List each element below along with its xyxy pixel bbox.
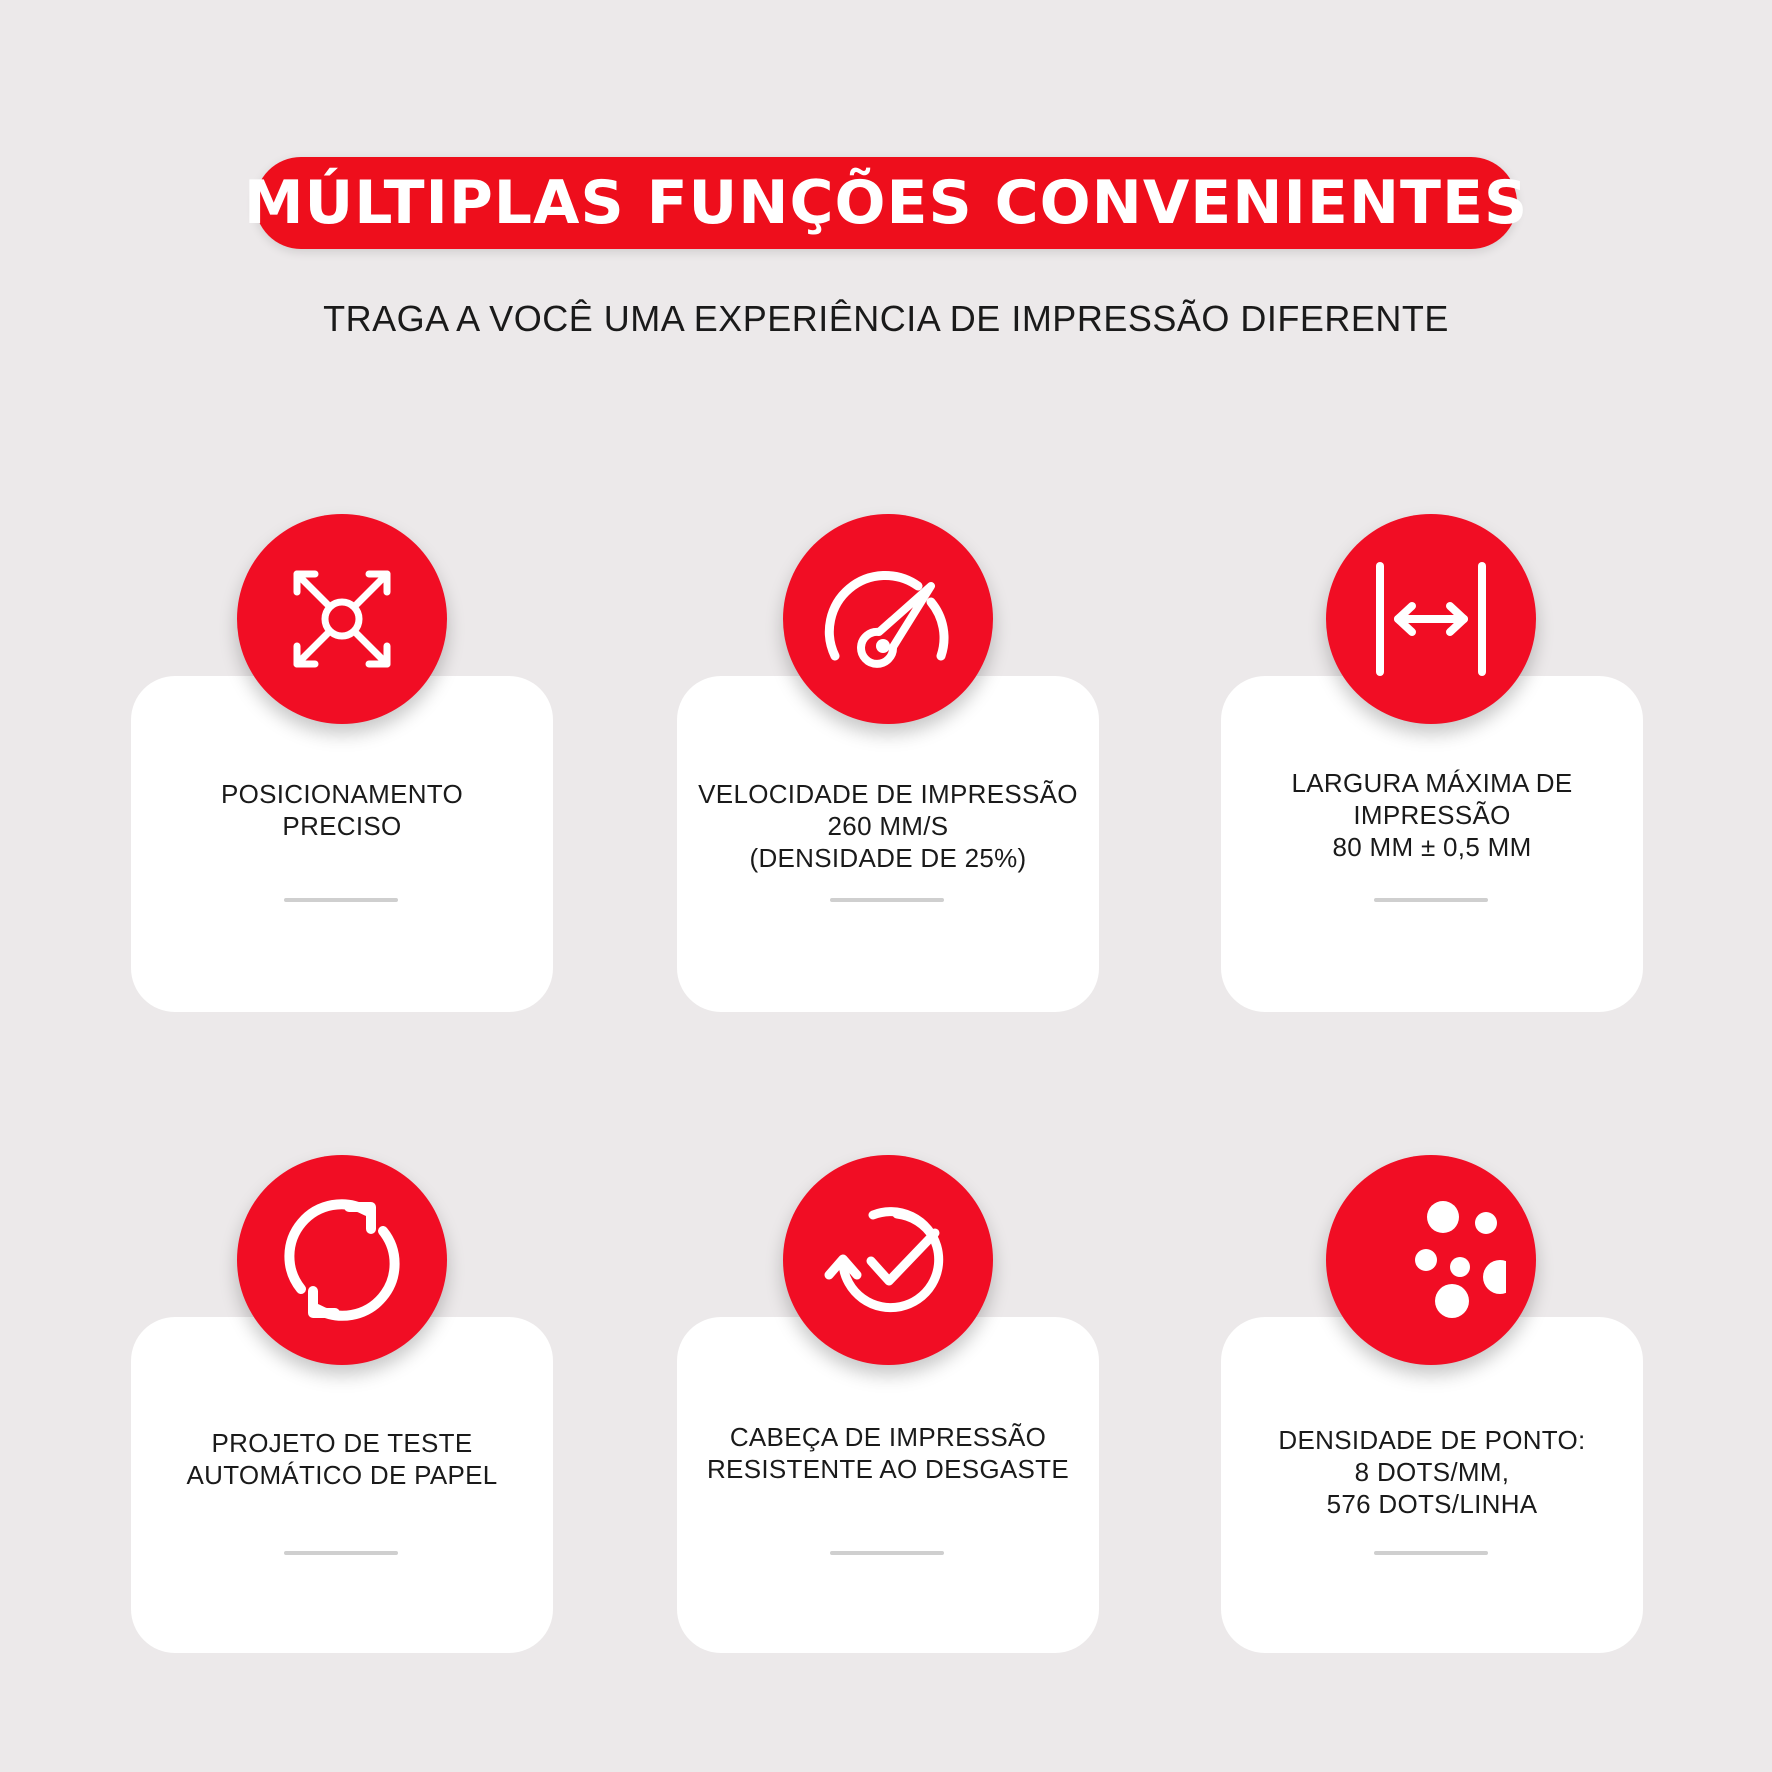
card-divider: [284, 1551, 398, 1555]
feature-card-width: [1221, 676, 1643, 1012]
circular-check-icon: [813, 1185, 963, 1335]
page-title: MÚLTIPLAS FUNÇÕES CONVENIENTES: [243, 168, 1529, 238]
refresh-icon: [267, 1185, 417, 1335]
badge-printhead: [783, 1155, 993, 1365]
width-arrows-icon: [1356, 544, 1506, 694]
feature-text: CABEÇA DE IMPRESSÃO RESISTENTE AO DESGASTE: [706, 1422, 1070, 1484]
badge-width: [1326, 514, 1536, 724]
card-divider: [830, 898, 944, 902]
feature-text: POSICIONAMENTO PRECISO: [220, 779, 464, 841]
card-divider: [1374, 1551, 1488, 1555]
speedometer-icon: [813, 544, 963, 694]
feature-card-self-test: [131, 1317, 553, 1653]
feature-text: PROJETO DE TESTE AUTOMÁTICO DE PAPEL: [186, 1428, 498, 1490]
feature-card-positioning: [131, 676, 553, 1012]
feature-card-printhead: [677, 1317, 1099, 1653]
feature-text: VELOCIDADE DE IMPRESSÃO 260 MM/S (DENSIDADE DE 25%): [698, 779, 1078, 873]
badge-dot-density: [1326, 1155, 1536, 1365]
card-divider: [284, 898, 398, 902]
badge-self-test: [237, 1155, 447, 1365]
expand-arrows-icon: [267, 544, 417, 694]
feature-card-speed: [677, 676, 1099, 1012]
badge-positioning: [237, 514, 447, 724]
dots-icon: [1356, 1185, 1506, 1335]
card-divider: [830, 1551, 944, 1555]
feature-card-dot-density: [1221, 1317, 1643, 1653]
badge-speed: [783, 514, 993, 724]
title-banner: [243, 157, 1529, 249]
page-subtitle: TRAGA A VOCÊ UMA EXPERIÊNCIA DE IMPRESSÃO DIFERENTE: [323, 298, 1449, 339]
card-divider: [1374, 898, 1488, 902]
feature-text: LARGURA MÁXIMA DE IMPRESSÃO 80 MM ± 0,5 MM: [1291, 768, 1573, 862]
feature-text: DENSIDADE DE PONTO: 8 DOTS/MM, 576 DOTS/LINHA: [1278, 1425, 1586, 1519]
